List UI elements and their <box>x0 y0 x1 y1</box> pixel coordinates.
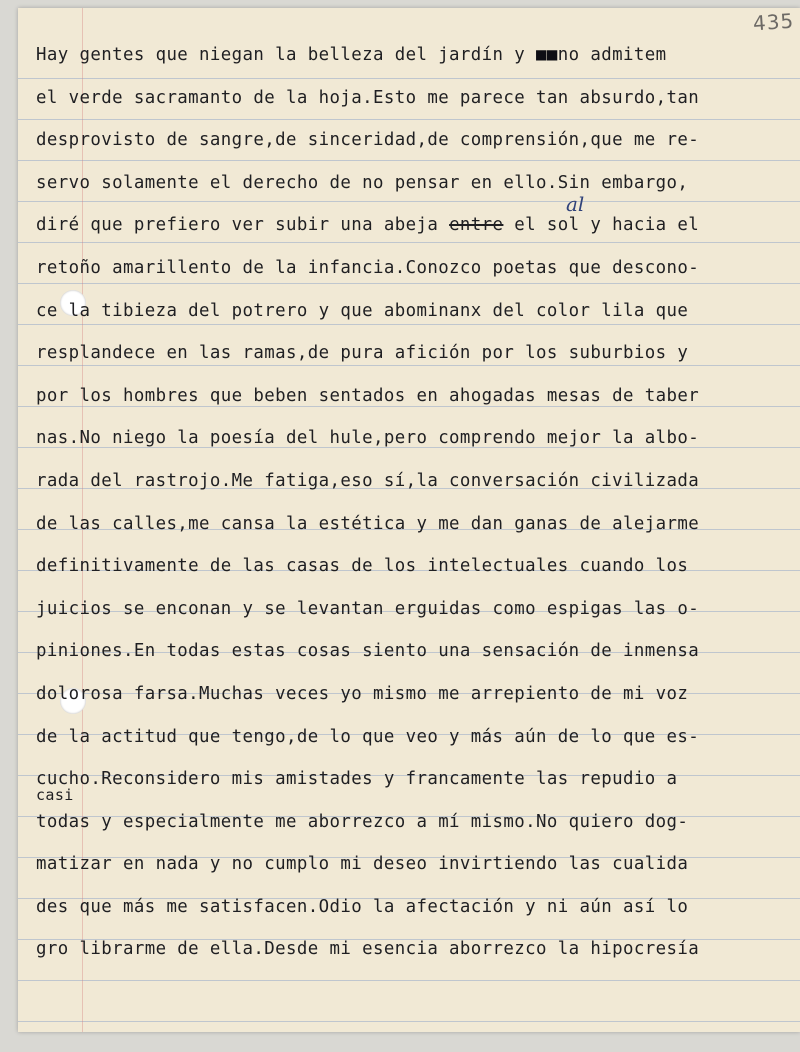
text-line: diré que prefiero ver subir una abeja entre el sol y hacia el <box>36 215 700 236</box>
text-line: ce la tibieza del potrero y que abominanx del color lila que <box>36 300 689 321</box>
text-line: Hay gentes que niegan la belleza del jardín y ■■no admitem <box>36 45 667 65</box>
typewritten-page <box>18 8 800 1032</box>
text-line: de las calles,me cansa la estética y me dan ganas de alejarme <box>36 513 700 534</box>
text-line: juicios se enconan y se levantan erguidas como espigas las o- <box>36 598 700 619</box>
text-line: dolorosa farsa.Muchas veces yo mismo me arrepiento de mi voz <box>36 683 689 704</box>
text-line: definitivamente de las casas de los intelectuales cuando los <box>36 556 689 577</box>
page-number: 435 <box>752 8 795 36</box>
text-line: el verde sacramanto de la hoja.Esto me parece tan absurdo,tan <box>36 87 700 108</box>
text-line: gro librarme de ella.Desde mi esencia aborrezco la hipocresía <box>36 939 700 960</box>
text-line: por los hombres que beben sentados en ahogadas mesas de taber <box>36 385 700 406</box>
text-line: rada del rastrojo.Me fatiga,eso sí,la conversación civilizada <box>36 470 700 491</box>
text-line: cucho.Reconsidero mis amistades y francamente las repudio a <box>36 769 678 790</box>
struck-word: entre <box>449 215 504 236</box>
text-body <box>36 34 699 971</box>
text-line: resplandece en las ramas,de pura afición por los suburbios y <box>36 343 689 364</box>
interline-word: casi <box>36 786 74 804</box>
text-line: matizar en nada y no cumplo mi deseo invirtiendo las cualida <box>36 854 689 875</box>
handwritten-insert: al <box>566 192 585 216</box>
text-line: desprovisto de sangre,de sinceridad,de comprensión,que me re- <box>36 130 700 151</box>
text-line: todas y especialmente me aborrezco a mí mismo.No quiero dog- <box>36 811 689 832</box>
text-line: des que más me satisfacen.Odio la afectación y ni aún así lo <box>36 896 689 917</box>
overtyped-word: ■■ <box>536 45 558 65</box>
text-line: retoño amarillento de la infancia.Conozco poetas que descono- <box>36 257 700 278</box>
text-line: servo solamente el derecho de no pensar en ello.Sin embargo, <box>36 172 689 193</box>
text-line: de la actitud que tengo,de lo que veo y más aún de lo que es- <box>36 726 700 747</box>
text-line: nas.No niego la poesía del hule,pero comprendo mejor la albo- <box>36 428 700 449</box>
text-line: piniones.En todas estas cosas siento una sensación de inmensa <box>36 641 700 662</box>
